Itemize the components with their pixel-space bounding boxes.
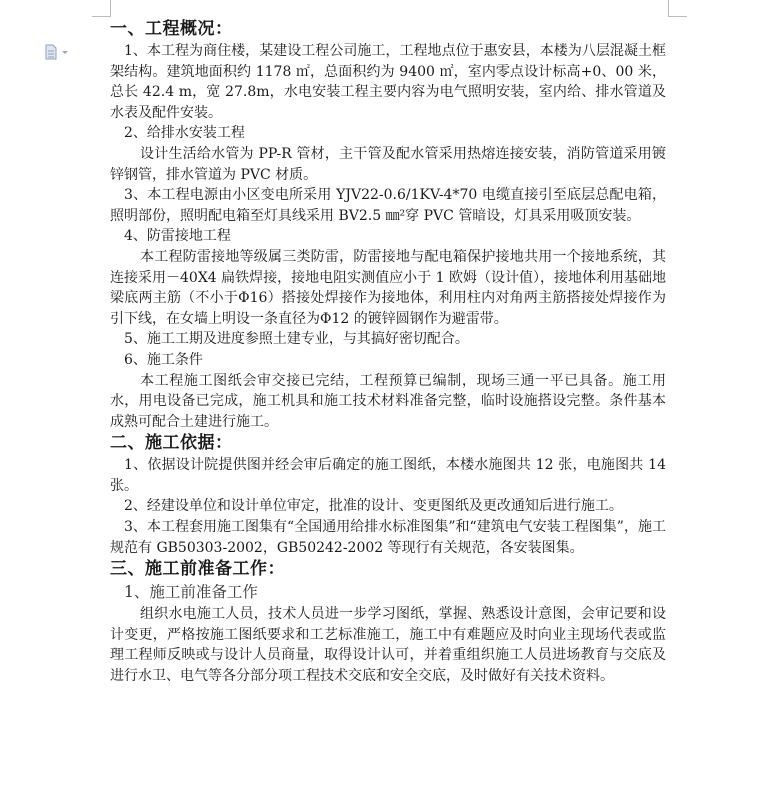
- section-1-paragraph-2: 设计生活给水管为 PP-R 管材，主干管及配水管采用热熔连接安装，消防管道采用镀锌钢管，排水管道为 PVC 材质。: [110, 145, 666, 183]
- section-3-paragraph-1: 组织水电施工人员，技术人员进一步学习图纸，掌握、熟悉设计意图，会审记要和设计变更，严格按施工图纸要求和工艺标准施工，施工中有难题应及时向业主现场代表或监理工程师反映或与设计人员商量，取得设计认可，并着重组织施工人员进场教育与交底及进行水卫、电气等各分部分项工程技术交底和安全交底，及时做好有关技术资料。: [110, 606, 666, 685]
- section-2-paragraph-2: 2、经建设单位和设计单位审定，批准的设计、变更图纸及更改通知后进行施工。: [124, 498, 623, 515]
- section-1-paragraph-1: 1、本工程为商住楼，某建设工程公司施工，工程地点位于惠安县，本楼为八层混凝土框架结构。建筑地面积约 1178 ㎡，总面积约为 9400 ㎡，室内零点设计标高+0、00 米，总长 42.4 m，宽 27.8m，水电安装工程主要内容为电气照明安装，室内给、排水管道及水表及配件安装。: [110, 43, 666, 121]
- section-1-subheading-5: 5、施工工期及进度参照土建专业，与其搞好密切配合。: [124, 331, 469, 348]
- page-corner-mark-left: [92, 0, 111, 17]
- document-icon[interactable]: [44, 44, 70, 60]
- section-2-paragraph-1: 1、依据设计院提供图并经会审后确定的施工图纸，本楼水施图共 12 张，电施图共 14 张。: [110, 457, 666, 494]
- section-3-subheading-1: 1、施工前准备工作: [124, 583, 258, 602]
- section-1-paragraph-4: 本工程防雷接地等级属三类防雷，防雷接地与配电箱保护接地共用一个接地系统，其连接采用－40X4 扁铁焊接，接地电阻实测值应小于 1 欧姆（设计值），接地体利用基础地梁底两主筋（不小于Φ16）搭接处焊接作为接地体，利用柱内对角两主筋搭接处焊接作为引下线，在女墙上明设一条直径为Φ12 的镀锌圆钢作为避雷带。: [110, 248, 666, 327]
- section-1-subheading-4: 4、防雷接地工程: [124, 228, 231, 245]
- document-body: [110, 18, 666, 687]
- section-2-title: 二、施工依据：: [110, 433, 233, 454]
- section-1-subheading-6: 6、施工条件: [124, 351, 203, 368]
- section-1-title: 一、工程概况：: [110, 19, 233, 39]
- page-corner-mark-right: [668, 0, 687, 17]
- section-1-subheading-2: 2、给排水安装工程: [124, 125, 245, 142]
- section-2-paragraph-3: 3、本工程套用施工图集有“全国通用给排水标准图集”和“建筑电气安装工程图集”，施工规范有 GB50303-2002，GB50242-2002 等现行有关规范，各安装图集。: [110, 519, 666, 556]
- section-1-paragraph-6: 本工程施工图纸会审交接已完结，工程预算已编制，现场三通一平已具备。施工用水，用电设备已完成，施工机具和施工技术材料准备完整，临时设施搭设完整。条件基本成熟可配合土建进行施工。: [110, 372, 666, 430]
- section-3-title: 三、施工前准备工作：: [110, 559, 285, 580]
- section-1-paragraph-3: 3、本工程电源由小区变电所采用 YJV22-0.6/1KV-4*70 电缆直接引至底层总配电箱，照明部份，照明配电箱至灯具线采用 BV2.5 ㎜²穿 PVC 管暗设，灯具采用吸顶安装。: [110, 187, 666, 224]
